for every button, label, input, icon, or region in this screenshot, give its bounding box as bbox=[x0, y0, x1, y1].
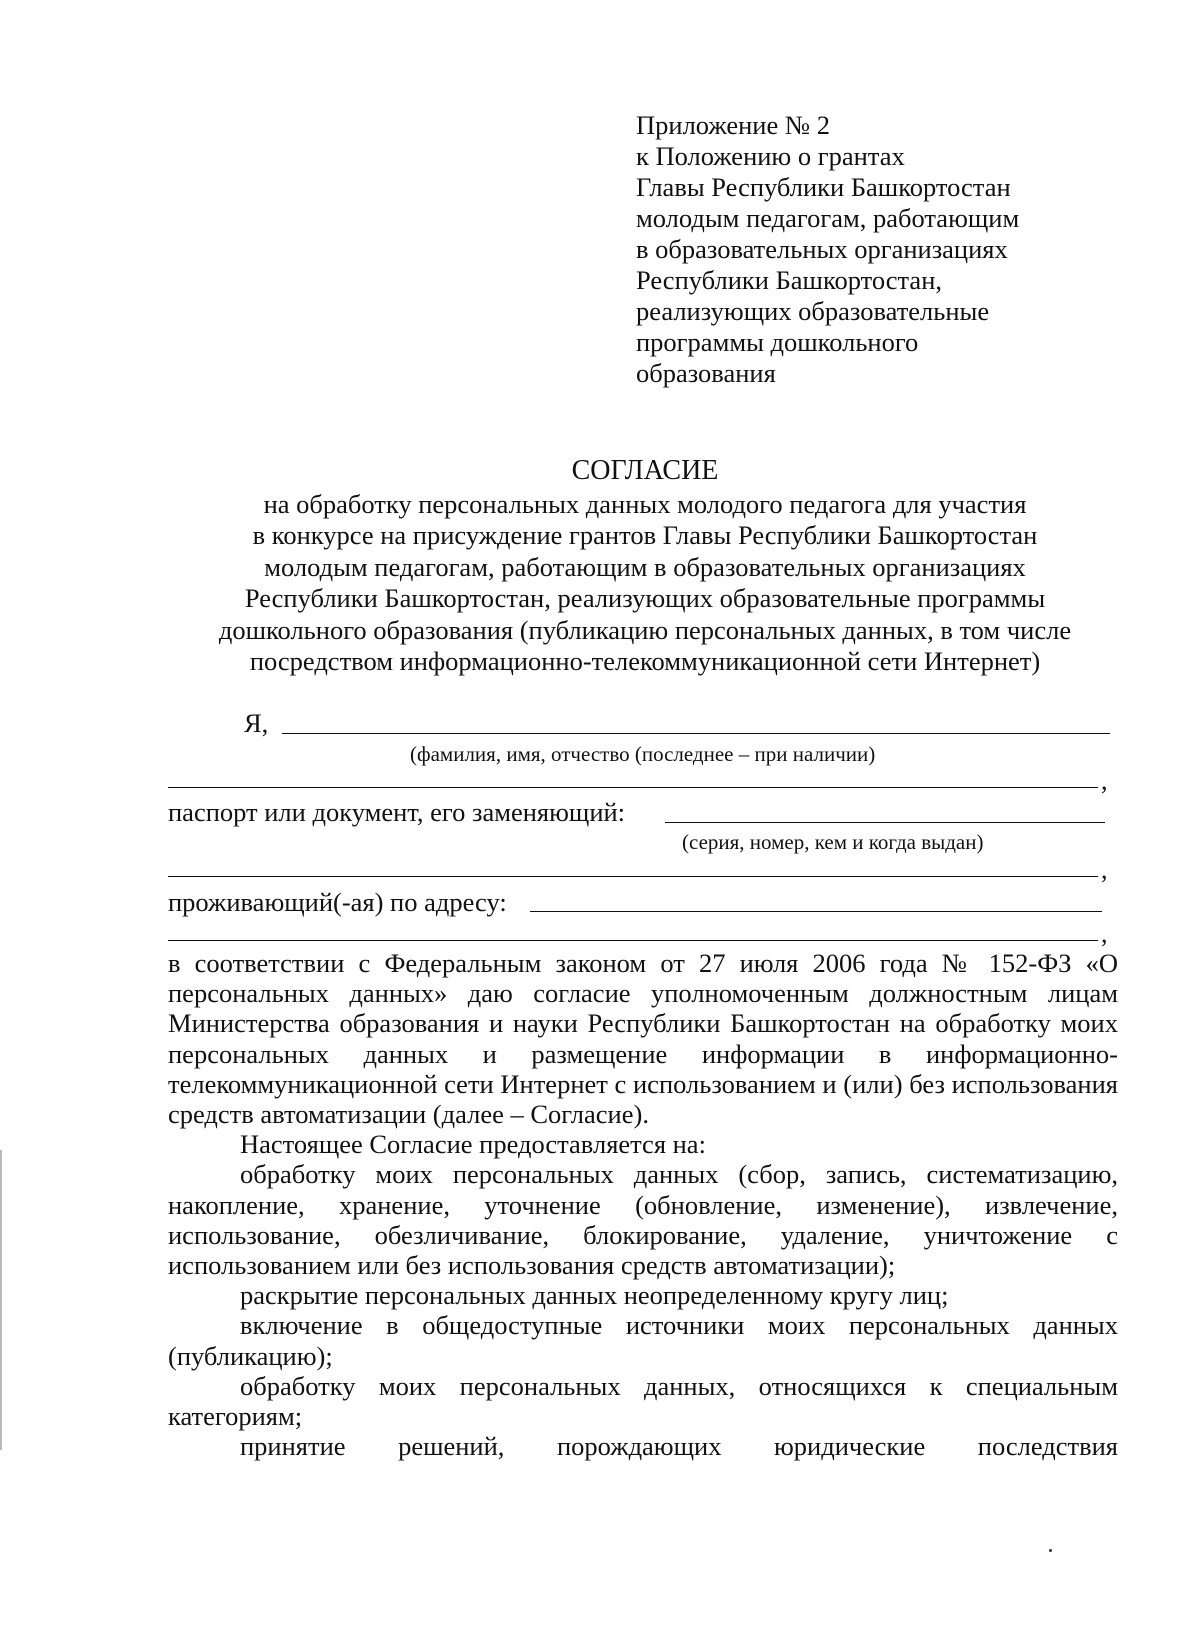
body-paragraph: раскрытие персональных данных неопределенному кругу лиц; bbox=[240, 1280, 949, 1311]
body-paragraph: Настоящее Согласие предоставляется на: bbox=[240, 1129, 706, 1160]
fio-field-line[interactable] bbox=[282, 733, 1110, 734]
appendix-line: в образовательных организациях bbox=[636, 234, 1008, 264]
scan-edge bbox=[0, 1150, 2, 1450]
body-paragraph: включение в общедоступные источники моих персональных данных (публикацию); bbox=[168, 1310, 1118, 1371]
appendix-line: Республики Башкортостан, bbox=[636, 265, 943, 295]
appendix-line: Главы Республики Башкортостан bbox=[636, 172, 1011, 202]
appendix-header bbox=[636, 110, 1019, 389]
appendix-line: Приложение № 2 bbox=[636, 110, 831, 140]
comma: , bbox=[1101, 855, 1108, 884]
body-paragraph: обработку моих персональных данных, относящихся к специальным категориям; bbox=[168, 1370, 1118, 1432]
scan-speck bbox=[1049, 1549, 1052, 1552]
address-label: проживающий(-ая) по адресу: bbox=[168, 887, 507, 917]
title-line: посредством информационно-телекоммуникационной сети Интернет) bbox=[249, 646, 1041, 676]
appendix-line: реализующих образовательные bbox=[636, 296, 990, 326]
appendix-line: программы дошкольного bbox=[636, 327, 919, 357]
title-line: дошкольного образования (публикацию персональных данных, в том числе bbox=[218, 614, 1072, 645]
body-paragraph: обработку моих персональных данных (сбор, запись, систематизацию, накопление, хранение, уточнение (обновление, изменение), извлечение, использование, обезличивание, блокирование, удаление, уничтожение с использованием или без использования средств автоматизации); bbox=[168, 1159, 1118, 1281]
consent-body bbox=[168, 948, 1118, 1461]
document-title bbox=[150, 455, 1140, 678]
title-line: молодым педагогам, работающим в образовательных организациях bbox=[264, 551, 1026, 582]
title-line: Республики Башкортостан, реализующих образовательные программы bbox=[244, 583, 1046, 613]
passport-label: паспорт или документ, его заменяющий: bbox=[168, 797, 626, 827]
appendix-line: к Положению о грантах bbox=[636, 141, 905, 171]
i-label: Я, bbox=[244, 708, 269, 738]
title-line: в конкурсе на присуждение грантов Главы Республики Башкортостан bbox=[252, 520, 1038, 550]
body-paragraph: в соответствии с Федеральным законом от 27 июля 2006 года № 152-ФЗ «О персональных данных» даю согласие уполномоченным должностным лицам Министерства образования и науки Республики Башкортостан на обработку моих персональных данных и размещение информации в информационно-телекоммуникационной сети Интернет с использованием и (или) без использования средств автоматизации (далее – Согласие). bbox=[168, 948, 1118, 1130]
body-paragraph: принятие решений, порождающих юридические последствия bbox=[240, 1431, 1118, 1462]
appendix-line: образования bbox=[636, 358, 776, 388]
title-line: на обработку персональных данных молодого педагога для участия bbox=[263, 488, 1027, 519]
comma: , bbox=[1101, 919, 1108, 948]
passport-field-line-2[interactable] bbox=[168, 876, 1098, 877]
appendix-line: молодым педагогам, работающим bbox=[636, 203, 1020, 233]
passport-hint: (серия, номер, кем и когда выдан) bbox=[682, 830, 984, 854]
comma: , bbox=[1101, 766, 1108, 795]
fio-field-line-2[interactable] bbox=[168, 787, 1098, 788]
address-field-line[interactable] bbox=[530, 911, 1102, 912]
passport-field-line[interactable] bbox=[665, 822, 1105, 823]
title-heading: СОГЛАСИЕ bbox=[571, 455, 719, 486]
fio-hint: (фамилия, имя, отчество (последнее – при наличии) bbox=[410, 742, 876, 766]
address-field-line-2[interactable] bbox=[168, 940, 1098, 941]
